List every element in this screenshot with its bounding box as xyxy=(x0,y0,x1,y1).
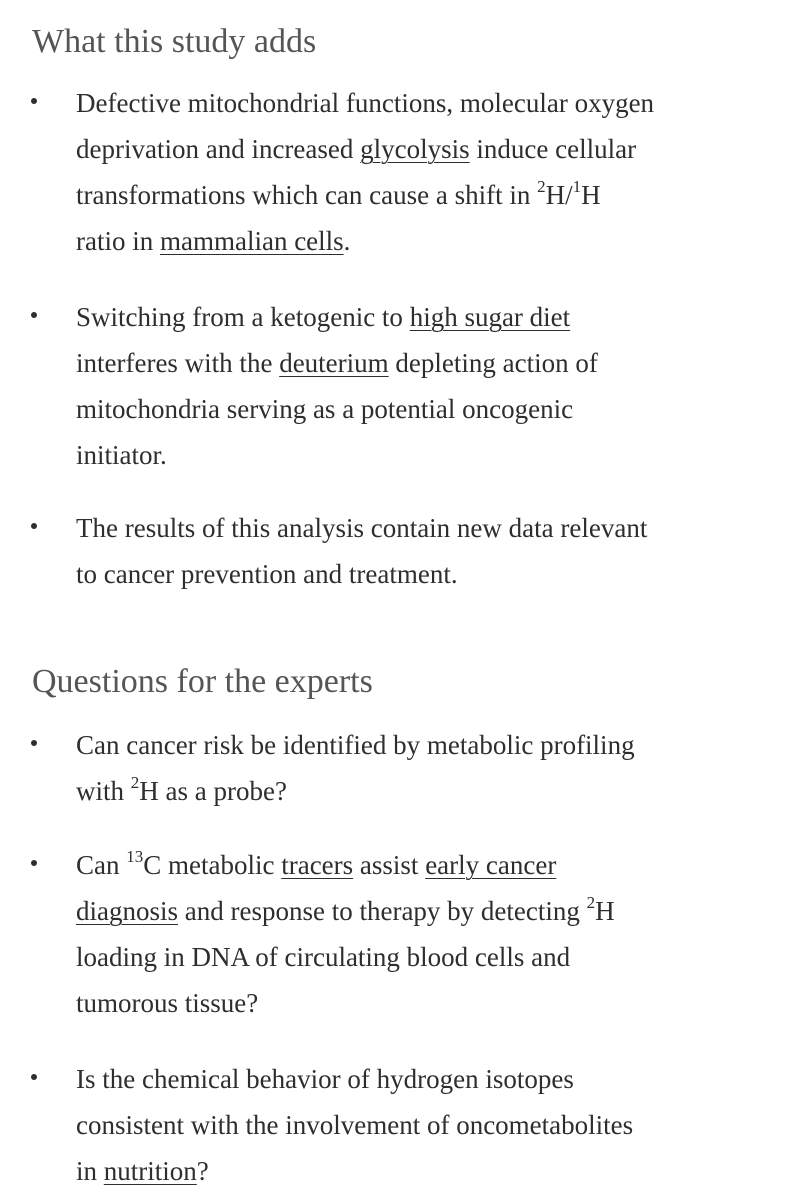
section-heading-study-adds: What this study adds xyxy=(32,23,317,60)
questions-list-2 xyxy=(0,842,776,1026)
superscript: 1 xyxy=(572,177,582,196)
text: Can xyxy=(76,850,127,880)
text-line xyxy=(76,340,776,386)
text: H xyxy=(581,180,601,210)
text-line xyxy=(76,218,776,264)
text-line xyxy=(76,1056,776,1102)
list-item xyxy=(0,722,776,814)
text-line xyxy=(76,842,776,888)
text: interferes with the xyxy=(76,348,280,378)
text: The results of this analysis contain new data relevant xyxy=(76,513,648,543)
link-nutrition[interactable]: nutrition xyxy=(103,1156,197,1186)
text: deprivation and increased xyxy=(76,134,361,164)
text: assist xyxy=(353,850,426,880)
study-adds-list-2 xyxy=(0,294,776,478)
list-item xyxy=(0,505,776,597)
text-line xyxy=(76,126,776,172)
link-early-cancer-diagnosis-cont[interactable]: diagnosis xyxy=(76,896,179,926)
text: H/ xyxy=(545,180,573,210)
bullet-icon xyxy=(31,312,37,318)
text: tumorous tissue? xyxy=(76,988,259,1018)
text: Defective mitochondrial functions, molecular oxygen xyxy=(76,88,655,118)
link-glycolysis[interactable]: glycolysis xyxy=(360,134,470,164)
study-adds-list xyxy=(0,80,776,256)
superscript: 2 xyxy=(130,773,140,792)
text: ratio in xyxy=(76,226,160,256)
text: transformations which can cause a shift in xyxy=(76,180,538,210)
text-line xyxy=(76,980,776,1026)
superscript: 2 xyxy=(537,177,546,196)
text: Can cancer risk be identified by metabolic profiling xyxy=(76,730,635,760)
questions-list xyxy=(0,722,776,814)
text: C metabolic xyxy=(143,850,282,880)
list-item xyxy=(0,294,776,478)
section-heading-questions: Questions for the experts xyxy=(32,663,373,700)
bullet-icon xyxy=(31,860,37,866)
questions-list-3 xyxy=(0,1056,776,1194)
text-line xyxy=(76,172,776,218)
text-line xyxy=(76,386,776,432)
text-line xyxy=(76,432,776,478)
text: mitochondria serving as a potential oncogenic xyxy=(76,394,574,424)
bullet-icon xyxy=(31,98,37,104)
text: initiator. xyxy=(76,440,167,470)
text: Switching from a ketogenic to xyxy=(76,302,410,332)
link-high-sugar-diet[interactable]: high sugar diet xyxy=(409,302,571,332)
study-adds-list-3 xyxy=(0,505,776,597)
text: ? xyxy=(196,1156,209,1186)
text-line xyxy=(76,722,776,768)
list-item xyxy=(0,842,776,1026)
text-line xyxy=(76,1148,776,1194)
link-deuterium[interactable]: deuterium xyxy=(279,348,389,378)
text: in xyxy=(76,1156,104,1186)
text: depleting action of xyxy=(388,348,598,378)
text-line xyxy=(76,888,776,934)
text: loading in DNA of circulating blood cells and xyxy=(76,942,571,972)
text-line xyxy=(76,80,776,126)
text-line xyxy=(76,934,776,980)
text-line xyxy=(76,768,776,814)
bullet-icon xyxy=(31,740,37,746)
text: H xyxy=(595,896,615,926)
link-mammalian-cells[interactable]: mammalian cells xyxy=(159,226,344,256)
text-line xyxy=(76,294,776,340)
text-line xyxy=(76,551,776,597)
text: consistent with the involvement of oncometabolites xyxy=(76,1110,634,1140)
link-early-cancer-diagnosis[interactable]: early cancer xyxy=(425,850,557,880)
list-item xyxy=(0,80,776,256)
text: with xyxy=(76,776,131,806)
bullet-icon xyxy=(31,523,37,529)
text: induce cellular xyxy=(469,134,637,164)
text-line xyxy=(76,505,776,551)
text: and response to therapy by detecting xyxy=(178,896,587,926)
text: . xyxy=(343,226,351,256)
text-line xyxy=(76,1102,776,1148)
text: H as a probe? xyxy=(139,776,287,806)
superscript: 13 xyxy=(126,847,144,866)
text: to cancer prevention and treatment. xyxy=(76,559,458,589)
link-tracers[interactable]: tracers xyxy=(281,850,354,880)
bullet-icon xyxy=(31,1074,37,1080)
list-item xyxy=(0,1056,776,1194)
superscript: 2 xyxy=(586,893,596,912)
text: Is the chemical behavior of hydrogen isotopes xyxy=(76,1064,574,1094)
